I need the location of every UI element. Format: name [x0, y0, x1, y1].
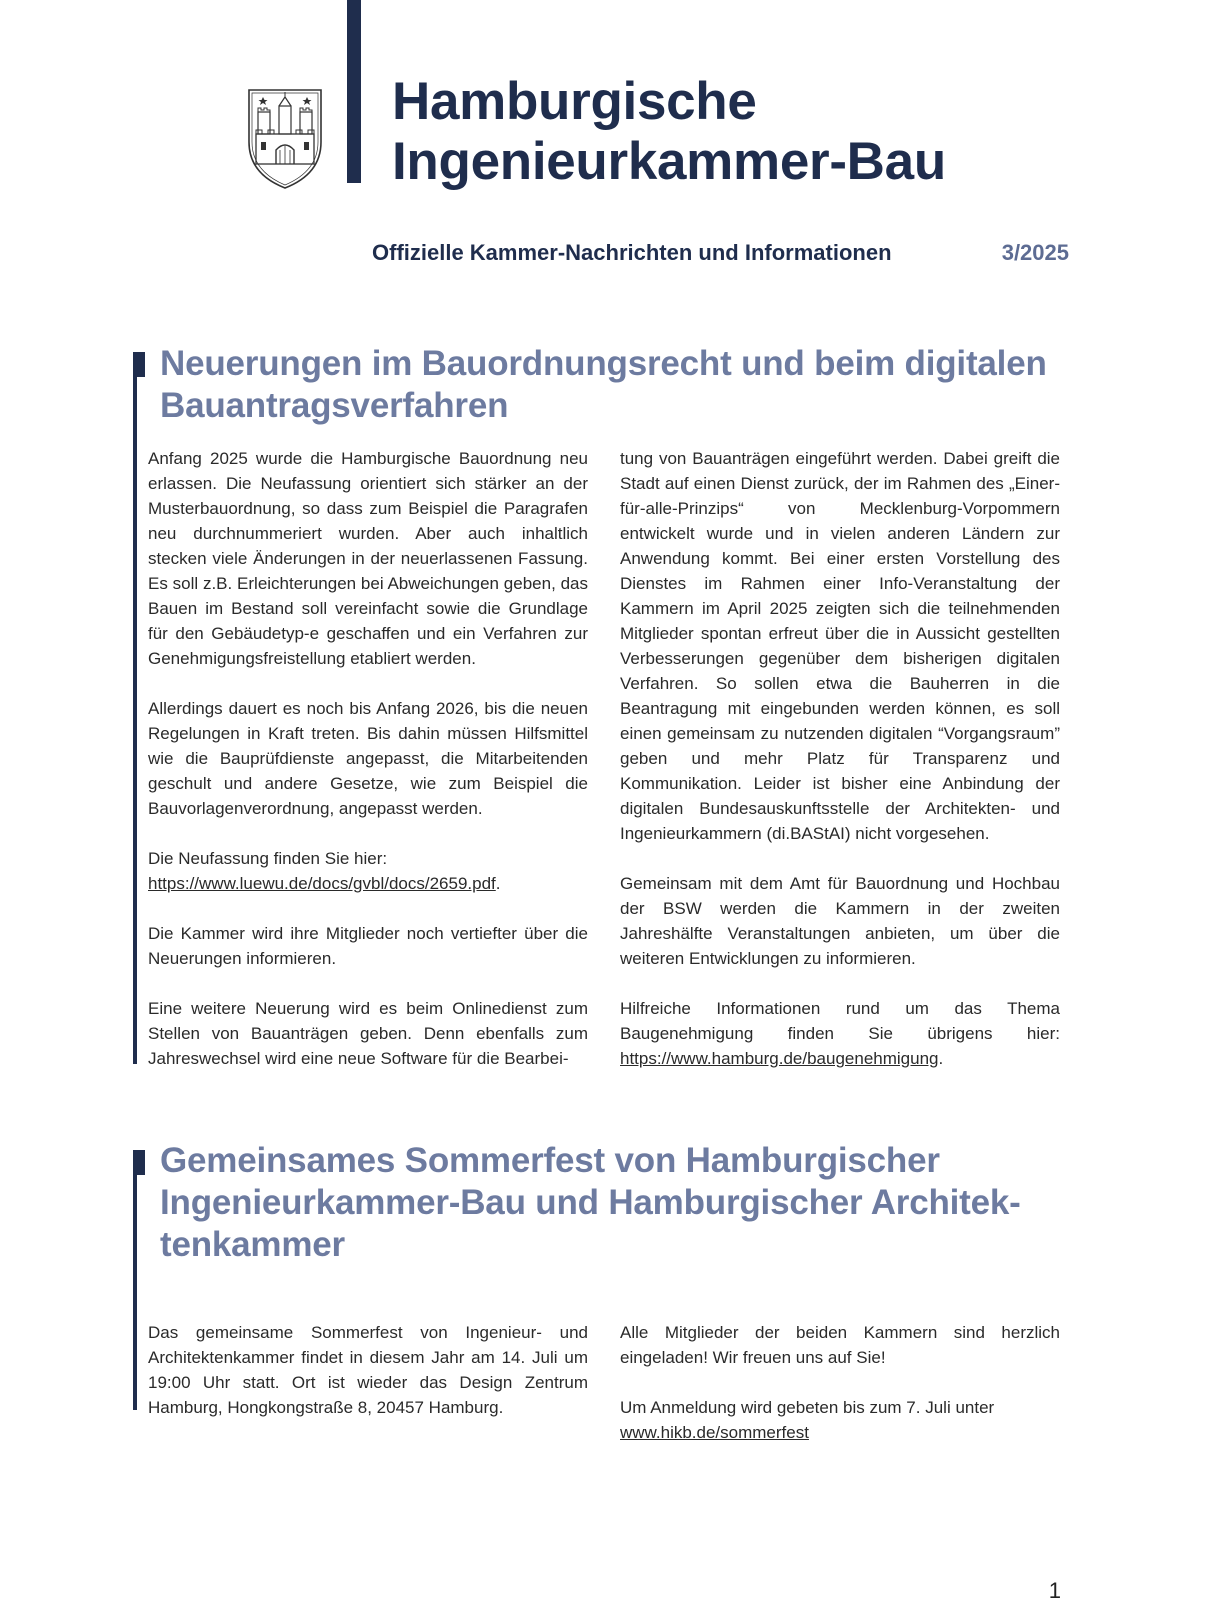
- organization-name-line2: Ingenieurkammer-Bau: [392, 132, 946, 191]
- article1-title-line2: Bauantragsverfahren: [160, 386, 509, 425]
- page-number: 1: [1048, 1578, 1061, 1603]
- article1-info-intro: Hilfreiche Informationen rund um das Thema Baugenehmigung finden Sie übrigens hier:: [620, 999, 1060, 1043]
- article1-paragraph: Allerdings dauert es noch bis Anfang 2026, bis die neuen Regelungen in Kraft treten. Bis dahin müssen Hilfsmittel wie die Bauprüfdienste angepasst, die Mitarbeitenden geschult und andere Gesetze, wie zum Beispiel die Bauvorlagenverordnung, angepasst werden.: [148, 699, 588, 818]
- article1-title-line1: Neuerungen im Bauordnungsrecht und beim digitalen: [160, 344, 1047, 383]
- article2-title: [160, 1140, 1021, 1266]
- article1-link-end: .: [495, 874, 501, 893]
- article2-paragraph: [620, 1395, 1060, 1445]
- article1-paragraph: tung von Bauanträgen eingeführt werden. Dabei greift die Stadt auf einen Dienst zurück, der im Rahmen des „Einer-für-alle-Prinzips“ von Mecklenburg-Vorpommern entwickelt wurde und in vielen anderen Ländern zur Anwendung kommt. Bei einer ersten Vorstellung des Dienstes im Rahmen einer Info-Veranstaltung der Kammern im April 2025 zeigten sich die teilnehmenden Mitglieder spontan erfreut über die in Aussicht gestellten Verbesserungen gegenüber dem bisherigen digitalen Verfahren. So sollen etwa die Bauherren in die Beantragung mit eingebunden werden können, es soll einen gemeinsam zu nutzenden digitalen “Vorgangsraum” geben und mehr Platz für Transparenz und Kommunikation. Leider ist bisher eine Anbindung der digitalen Bundesauskunftsstelle der Architekten- und Ingenieurkammern (di.BAStAI) nicht vorgesehen.: [620, 449, 1060, 843]
- article1-column-left: [148, 446, 588, 1071]
- article2-paragraph: Alle Mitglieder der beiden Kammern sind herzlich eingeladen! Wir freuen uns auf Sie!: [620, 1323, 1060, 1367]
- article1-column-right: [620, 446, 1060, 1071]
- bauordnung-pdf-link[interactable]: https://www.luewu.de/docs/gvbl/docs/2659.pdf: [148, 874, 496, 893]
- header-accent-bar: [347, 0, 361, 183]
- article2-column-left: [148, 1320, 588, 1420]
- issue-number: 3/2025: [1001, 240, 1069, 265]
- organization-name-line1: Hamburgische: [392, 72, 757, 131]
- article1-paragraph: Gemeinsam mit dem Amt für Bauordnung und Hochbau der BSW werden die Kammern in der zweiten Jahreshälfte Veranstaltungen anbieten, um über die weiteren Entwicklungen zu informieren.: [620, 874, 1060, 968]
- article2-column-right: [620, 1320, 1060, 1445]
- hamburg-castle-coat-of-arms-icon: [246, 82, 324, 190]
- article1-link-intro: Die Neufassung finden Sie hier:: [148, 849, 388, 868]
- article2-title-line1: Gemeinsames Sommerfest von Hamburgischer: [160, 1141, 940, 1180]
- article2-accent-bar: [133, 1150, 137, 1410]
- article1-title: [160, 343, 1047, 427]
- article1-paragraph: [620, 996, 1060, 1071]
- article1-info-end: .: [938, 1049, 944, 1068]
- organization-name: [392, 72, 946, 192]
- baugenehmigung-link[interactable]: https://www.hamburg.de/baugenehmigung: [620, 1049, 939, 1068]
- article1-accent-bar: [133, 352, 137, 1064]
- article1-paragraph: [148, 846, 588, 896]
- article2-paragraph: Das gemeinsame Sommerfest von Ingenieur- und Architektenkammer findet in diesem Jahr am 14. Juli um 19:00 Uhr statt. Ort ist wieder das Design Zentrum Hamburg, Hongkongstraße 8, 20457 Hamburg.: [148, 1323, 588, 1417]
- article1-paragraph: Anfang 2025 wurde die Hamburgische Bauordnung neu erlassen. Die Neufassung orientiert sich stärker an der Musterbauordnung, so dass zum Beispiel die Paragrafen neu durchnummeriert wurden. Aber auch inhaltlich stecken viele Änderungen in der neuerlassenen Fassung. Es soll z.B. Erleichterungen bei Abweichungen geben, das Bauen im Bestand soll vereinfacht sowie die Grundlage für den Gebäudetyp-e geschaffen und ein Verfahren zur Genehmigungsfreistellung etabliert werden.: [148, 449, 588, 668]
- article1-paragraph: Eine weitere Neuerung wird es beim Onlinedienst zum Stellen von Bauanträgen geben. Denn ebenfalls zum Jahreswechsel wird eine neue Software für die Bearbei-: [148, 999, 588, 1068]
- publication-subtitle: Offizielle Kammer-Nachrichten und Informationen: [372, 240, 892, 265]
- article2-title-line3: tenkammer: [160, 1225, 345, 1264]
- sommerfest-registration-link[interactable]: www.hikb.de/sommerfest: [620, 1423, 809, 1442]
- article2-title-line2: Ingenieurkammer-Bau und Hamburgischer Architek-: [160, 1183, 1021, 1222]
- article2-registration-intro: Um Anmeldung wird gebeten bis zum 7. Juli unter: [620, 1398, 995, 1417]
- article1-paragraph: Die Kammer wird ihre Mitglieder noch vertiefter über die Neuerungen informieren.: [148, 924, 588, 968]
